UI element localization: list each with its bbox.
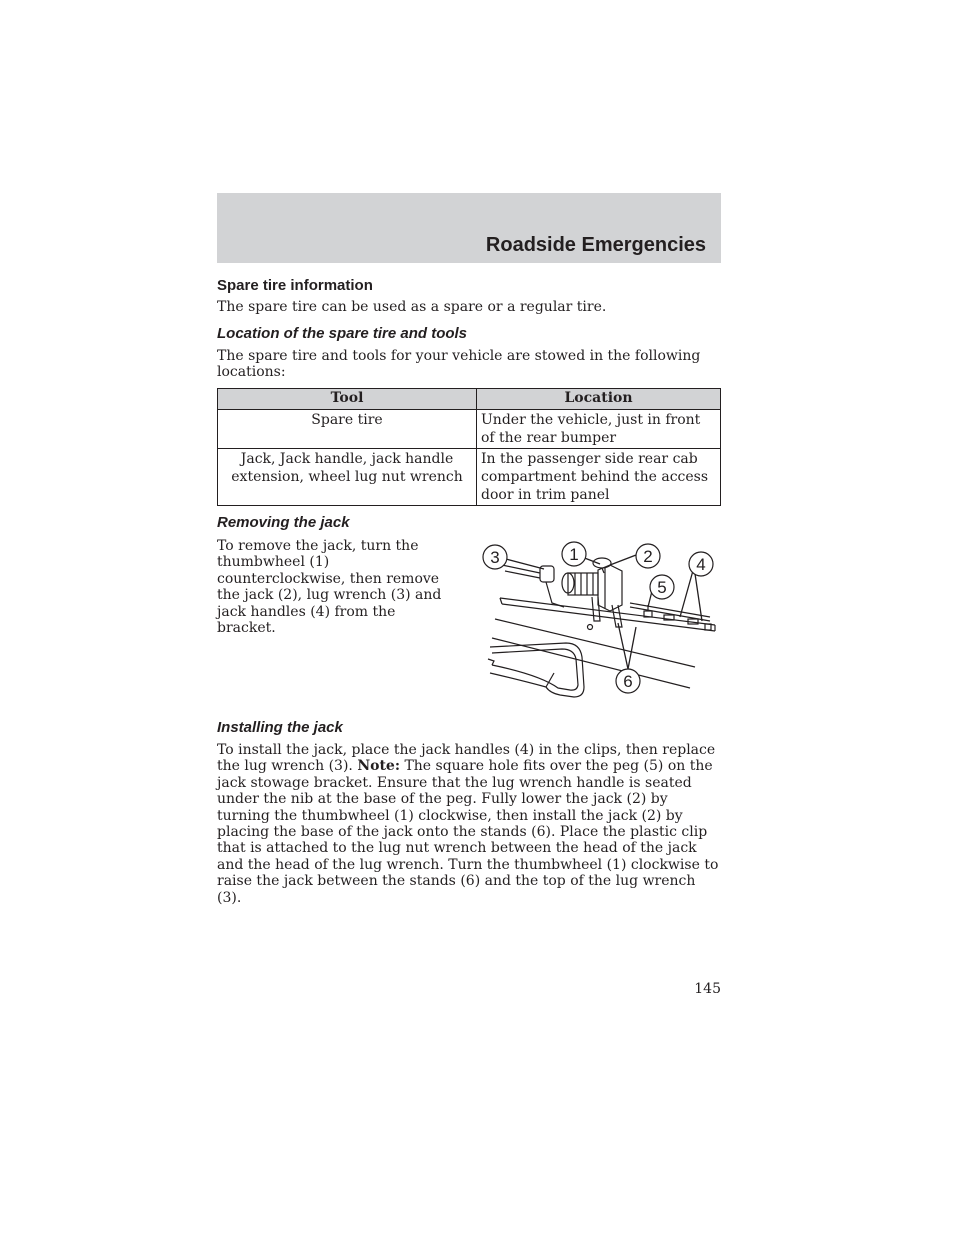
- table-cell-location: In the passenger side rear cab compartment behind the access door in trim panel: [477, 449, 721, 506]
- callout-6: 6: [623, 672, 633, 691]
- callout-4: 4: [696, 555, 706, 574]
- installing-text-part-1: To install the jack, place the jack handles (4) in the clips, then replace the lug wrench (3).: [217, 742, 716, 775]
- table-cell-tool: Spare tire: [218, 410, 477, 449]
- location-text: The spare tire and tools for your vehicle are stowed in the following locations:: [217, 348, 701, 381]
- table-header-location: Location: [477, 389, 721, 410]
- spare-tire-text: The spare tire can be used as a spare or a regular tire.: [217, 299, 607, 315]
- table-cell-location: Under the vehicle, just in front of the rear bumper: [477, 410, 721, 449]
- callout-5: 5: [657, 578, 667, 597]
- spare-tire-heading: Spare tire information: [217, 277, 373, 294]
- page-number: 145: [694, 981, 721, 997]
- table-header-tool: Tool: [218, 389, 477, 410]
- table-header-row: [218, 389, 721, 410]
- section-header-band: [217, 193, 721, 263]
- callout-1: 1: [569, 545, 579, 564]
- location-heading: Location of the spare tire and tools: [217, 325, 468, 342]
- installing-jack-text: [217, 742, 723, 906]
- callout-2: 2: [643, 547, 653, 566]
- table-row: [218, 410, 721, 449]
- tools-location-table: [217, 388, 721, 506]
- installing-text-part-2: The square hole fits over the peg (5) on the jack stowage bracket. Ensure that the lug wrench handle is seated under the nib at the base of the peg. Fully lower the jack (2) by turning the thumbwheel (1) clockwise, then install the jack (2) by placing the base of the jack onto the stands (6). Place the plastic clip that is attached to the lug nut wrench between the head of the jack and the head of the lug wrench. Turn the thumbwheel (1) clockwise to raise the jack between the stands (6) and the top of the lug wrench (3).: [217, 758, 719, 906]
- removing-jack-heading: Removing the jack: [217, 514, 350, 531]
- callout-3: 3: [490, 548, 500, 567]
- note-label: Note:: [357, 758, 400, 775]
- section-title: Roadside Emergencies: [485, 234, 706, 256]
- installing-jack-heading: Installing the jack: [217, 719, 343, 736]
- table-cell-tool: Jack, Jack handle, jack handle extension, wheel lug nut wrench: [218, 449, 477, 506]
- jack-stowage-illustration: [480, 535, 720, 705]
- removing-jack-text: To remove the jack, turn the thumbwheel (1) counterclockwise, then remove the jack (2), lug wrench (3) and jack handles (4) from the bracket.: [217, 538, 442, 637]
- table-row: [218, 449, 721, 506]
